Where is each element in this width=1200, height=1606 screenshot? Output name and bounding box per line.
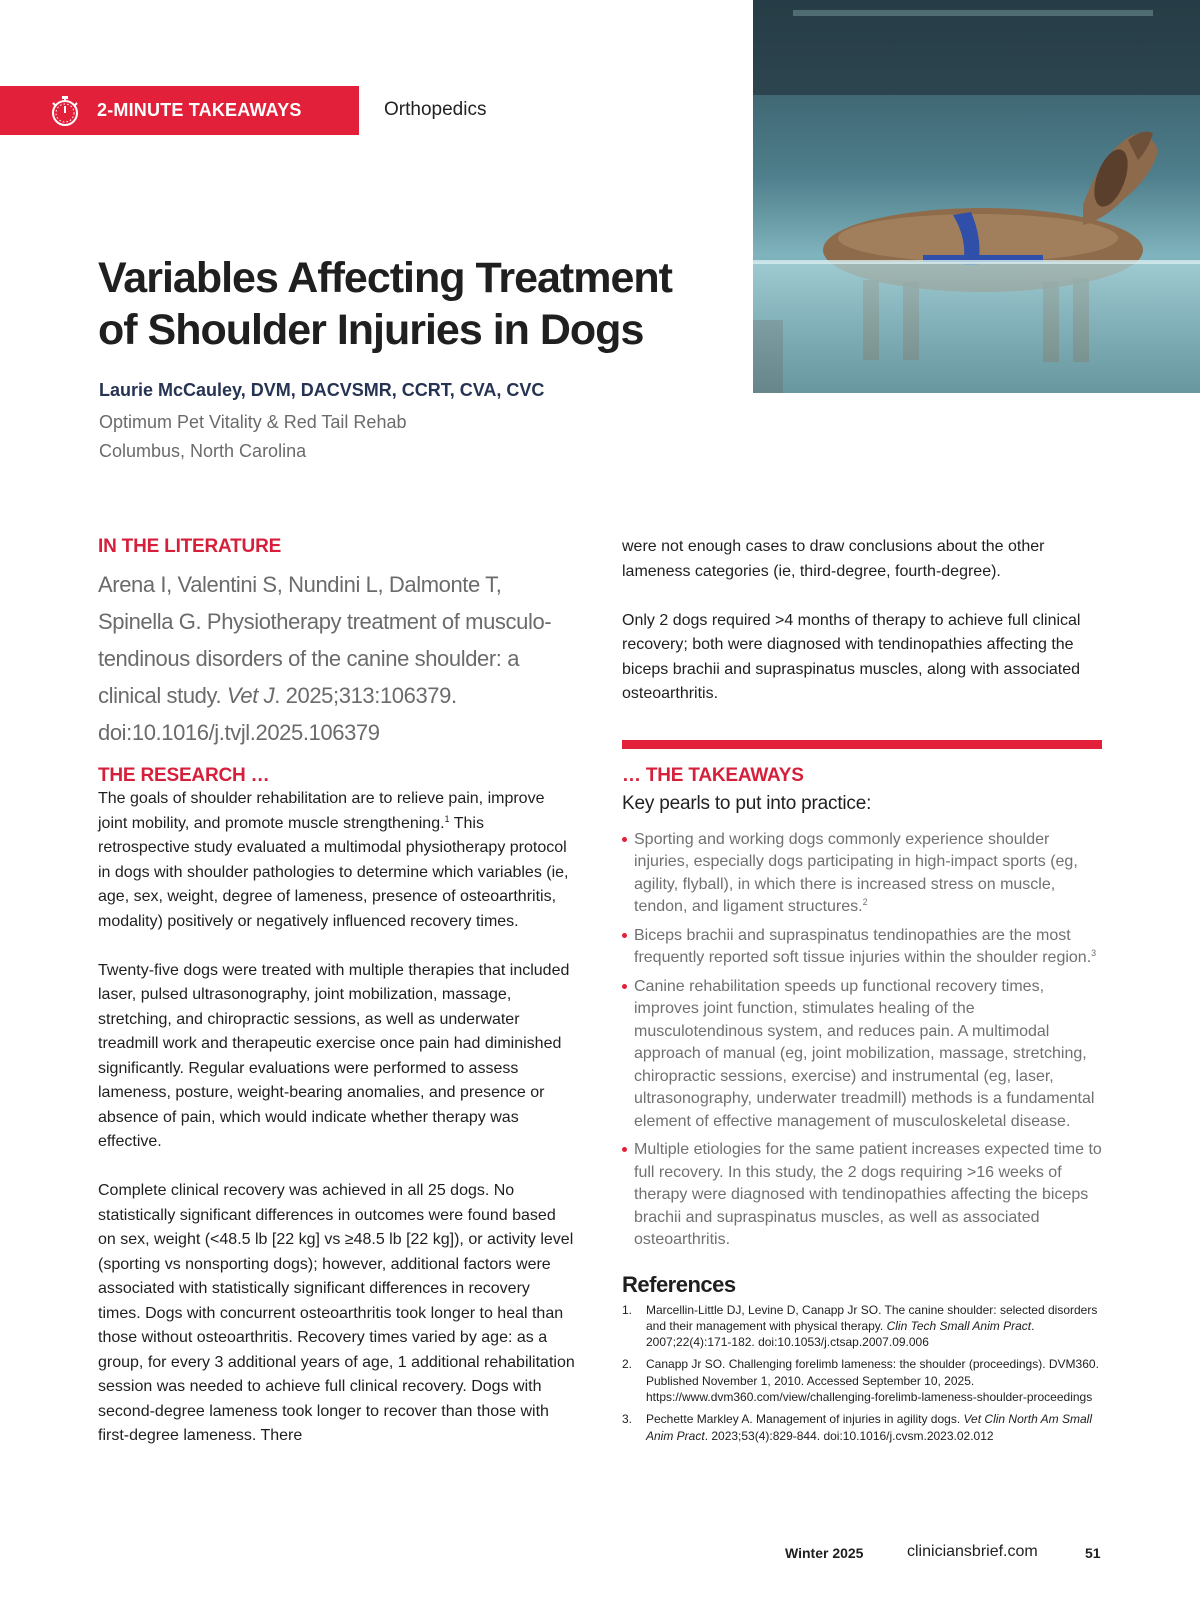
references-heading: References bbox=[622, 1271, 736, 1297]
left-column bbox=[98, 536, 576, 1449]
article-title bbox=[98, 252, 718, 356]
takeaways-list bbox=[622, 829, 1102, 1252]
takeaway-text: Sporting and working dogs commonly experience shoulder injuries, especially dogs participating in high-impact sports (eg, agility, flyball), in which there is increased stress on muscle, tendon, and ligament structures. bbox=[634, 830, 1078, 915]
citation-details: . 2025;313:106379. doi:10.1016/j.tvjl.2025.106379 bbox=[98, 683, 457, 745]
research-paragraph: Twenty-five dogs were treated with multiple therapies that included laser, pulsed ultrasonography, joint mobilization, massage, stretching, and chiropractic sessions, as well as underwater treadmill work and therapeutic exercise once pain had diminished significantly. Regular evaluations were performed to assess lameness, posture, weight-bearing anomalies, and presence or absence of pain, which would indicate whether therapy was effective. bbox=[98, 961, 570, 1150]
list-item bbox=[622, 829, 1102, 919]
bullet-icon bbox=[622, 837, 627, 842]
bullet-icon bbox=[622, 984, 627, 989]
research-paragraph: were not enough cases to draw conclusions about the other lameness categories (ie, third-degree, fourth-degree). bbox=[622, 538, 1045, 580]
citation-journal: Vet J bbox=[226, 683, 275, 708]
research-heading: THE RESEARCH … bbox=[98, 765, 270, 786]
reference-number: 1. bbox=[622, 1302, 633, 1317]
reference-item bbox=[622, 1411, 1102, 1444]
reference-number: 3. bbox=[622, 1412, 633, 1427]
research-text: This retrospective study evaluated a multimodal physiotherapy protocol in dogs with shoulder pathologies to determine which variables (ie, age, sex, weight, degree of lameness, presence of osteoarthritis, modality) positively or negatively influenced recovery times. bbox=[98, 814, 569, 930]
reference-text: Canapp Jr SO. Challenging forelimb lameness: the shoulder (proceedings). DVM360. Published November 1, 2010. Accessed September 10, 2025. https://www.dvm360.com/view/challenging-forelimb-lameness-shoulder-proceedings bbox=[646, 1357, 1099, 1404]
reference-item bbox=[622, 1302, 1102, 1351]
stopwatch-icon bbox=[48, 94, 82, 128]
reference-journal: Vet Clin North Am Small Anim Pract bbox=[646, 1412, 1092, 1443]
footer-website: cliniciansbrief.com bbox=[907, 1543, 1038, 1560]
section-banner bbox=[0, 86, 359, 135]
footnote-ref: 1 bbox=[444, 813, 450, 824]
list-item bbox=[622, 1139, 1102, 1252]
footnote-ref: 3 bbox=[1091, 948, 1097, 958]
right-column bbox=[622, 535, 1102, 1450]
banner-label: 2-MINUTE TAKEAWAYS bbox=[97, 100, 302, 120]
research-text: The goals of shoulder rehabilitation are to relieve pain, improve joint mobility, and promote muscle strengthening. bbox=[98, 790, 545, 832]
reference-text: Pechette Markley A. Management of injuries in agility dogs. bbox=[646, 1412, 964, 1427]
reference-details: . 2007;22(4):171-182. doi:10.1053/j.ctsap.2007.09.006 bbox=[646, 1318, 1035, 1350]
citation-authors-title: Arena I, Valentini S, Nundini L, Dalmonte T, Spinella G. Physiotherapy treatment of musculo-tendinous disorders of the canine shoulder: a clinical study. bbox=[98, 572, 552, 708]
reference-details: . 2023;53(4):829-844. doi:10.1016/j.cvsm.2023.02.012 bbox=[704, 1428, 994, 1443]
section-category: Orthopedics bbox=[384, 99, 487, 120]
divider bbox=[622, 740, 1102, 749]
reference-number: 2. bbox=[622, 1357, 633, 1372]
reference-journal: Clin Tech Small Anim Pract bbox=[886, 1318, 1032, 1333]
list-item bbox=[622, 925, 1102, 970]
takeaways-heading: … THE TAKEAWAYS bbox=[622, 764, 804, 786]
reference-text: Marcellin-Little DJ, Levine D, Canapp Jr SO. The canine shoulder: selected disorders and their management with physical therapy. bbox=[646, 1302, 1098, 1333]
title-line-1: Variables Affecting Treatment bbox=[98, 254, 672, 302]
literature-heading: IN THE LITERATURE bbox=[98, 536, 282, 557]
takeaway-text: Multiple etiologies for the same patient increases expected time to full recovery. In this study, the 2 dogs requiring >16 weeks of therapy were diagnosed with tendinopathies affecting the biceps brachii and supraspinatus muscles, as well as associated osteoarthritis. bbox=[634, 1141, 1102, 1248]
takeaway-text: Canine rehabilitation speeds up functional recovery times, improves joint function, stimulates healing of the musculotendinous system, and reduces pain. A multimodal approach of manual (eg, joint mobilization, massage, stretching, chiropractic sessions, exercise) and instrumental (eg, laser, ultrasonography, underwater treadmill) methods is a fundamental element of effective management of musculoskeletal disease. bbox=[634, 977, 1095, 1130]
bullet-icon bbox=[622, 1147, 627, 1152]
literature-citation bbox=[98, 566, 576, 751]
affiliation-org: Optimum Pet Vitality & Red Tail Rehab bbox=[99, 412, 407, 432]
references-list bbox=[622, 1302, 1102, 1444]
bullet-icon bbox=[622, 933, 627, 938]
takeaway-text: Biceps brachii and supraspinatus tendinopathies are the most frequently reported soft tissue injuries within the shoulder region. bbox=[634, 926, 1092, 966]
research-paragraph: Complete clinical recovery was achieved in all 25 dogs. No statistically significant differences in outcomes were found based on sex, weight (<48.5 lb [22 kg] vs ≥48.5 lb [22 kg]), or activity level (sporting vs nonsporting dogs); however, additional factors were associated with statistically significant differences in recovery times. Dogs with concurrent osteoarthritis took longer to heal than those without osteoarthritis. Recovery times varied by age: as a group, for every 3 additional years of age, 1 additional rehabilitation session was needed to achieve full clinical recovery. Dogs with second-degree lameness took longer to recover than those with first-degree lameness. There bbox=[98, 1182, 575, 1444]
dog-underwater-treadmill-photo bbox=[753, 0, 1200, 393]
footnote-ref: 2 bbox=[862, 897, 868, 907]
title-line-2: of Shoulder Injuries in Dogs bbox=[98, 306, 644, 354]
author-name: Laurie McCauley, DVM, DACVSMR, CCRT, CVA, CVC bbox=[99, 380, 545, 400]
takeaways-subheading: Key pearls to put into practice: bbox=[622, 792, 872, 814]
page-number: 51 bbox=[1085, 1545, 1101, 1561]
research-continued bbox=[622, 535, 1102, 707]
author-affiliation bbox=[99, 408, 406, 466]
reference-item bbox=[622, 1356, 1102, 1405]
research-paragraph: Only 2 dogs required >4 months of therapy to achieve full clinical recovery; both were diagnosed with tendinopathies affecting the biceps brachii and supraspinatus muscles, along with associated osteoarthritis. bbox=[622, 611, 1081, 702]
research-paragraph bbox=[98, 787, 576, 934]
footer-issue: Winter 2025 bbox=[785, 1545, 864, 1561]
affiliation-location: Columbus, North Carolina bbox=[99, 441, 307, 461]
list-item bbox=[622, 976, 1102, 1134]
research-body bbox=[98, 787, 576, 1449]
